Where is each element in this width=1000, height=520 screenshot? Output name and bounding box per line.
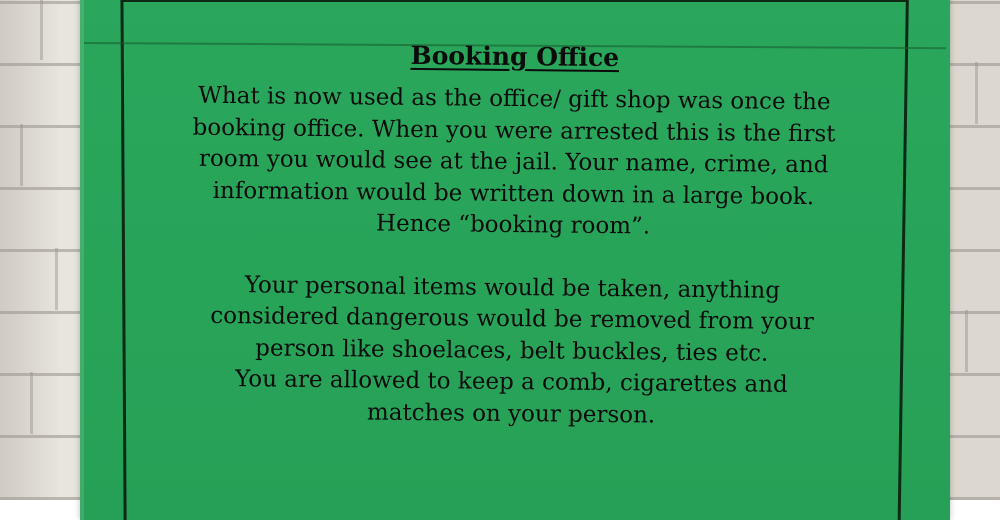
text-line: Your personal items would be taken, anything	[244, 271, 781, 304]
text-line: matches on your person.	[366, 398, 656, 428]
brick-joint	[965, 310, 968, 372]
paragraph-booking-office	[148, 80, 880, 245]
text-line: Hence “booking room”.	[375, 210, 651, 240]
brick-joint	[40, 0, 43, 60]
paragraph-personal-items	[146, 269, 878, 434]
sign-border-top	[122, 0, 908, 2]
text-line: booking office. When you were arrested this is the first	[192, 114, 836, 147]
sign-edge-highlight	[80, 0, 84, 520]
brick-joint	[30, 372, 33, 434]
text-line: What is now used as the office/ gift shop was once the	[198, 82, 831, 116]
sign-title: Booking Office	[410, 40, 620, 73]
brick-joint	[975, 62, 978, 124]
text-line: person like shoelaces, belt buckles, ties etc.	[255, 334, 769, 367]
text-line: information would be written down in a large book.	[212, 177, 815, 210]
text-line: You are allowed to keep a comb, cigarettes and	[234, 366, 788, 398]
text-line: considered dangerous would be removed from your	[210, 302, 814, 336]
sign-content	[146, 36, 880, 434]
brick-joint	[55, 248, 58, 310]
brick-joint	[20, 124, 23, 186]
text-line: room you would see at the jail. Your name, crime, and	[198, 145, 829, 179]
